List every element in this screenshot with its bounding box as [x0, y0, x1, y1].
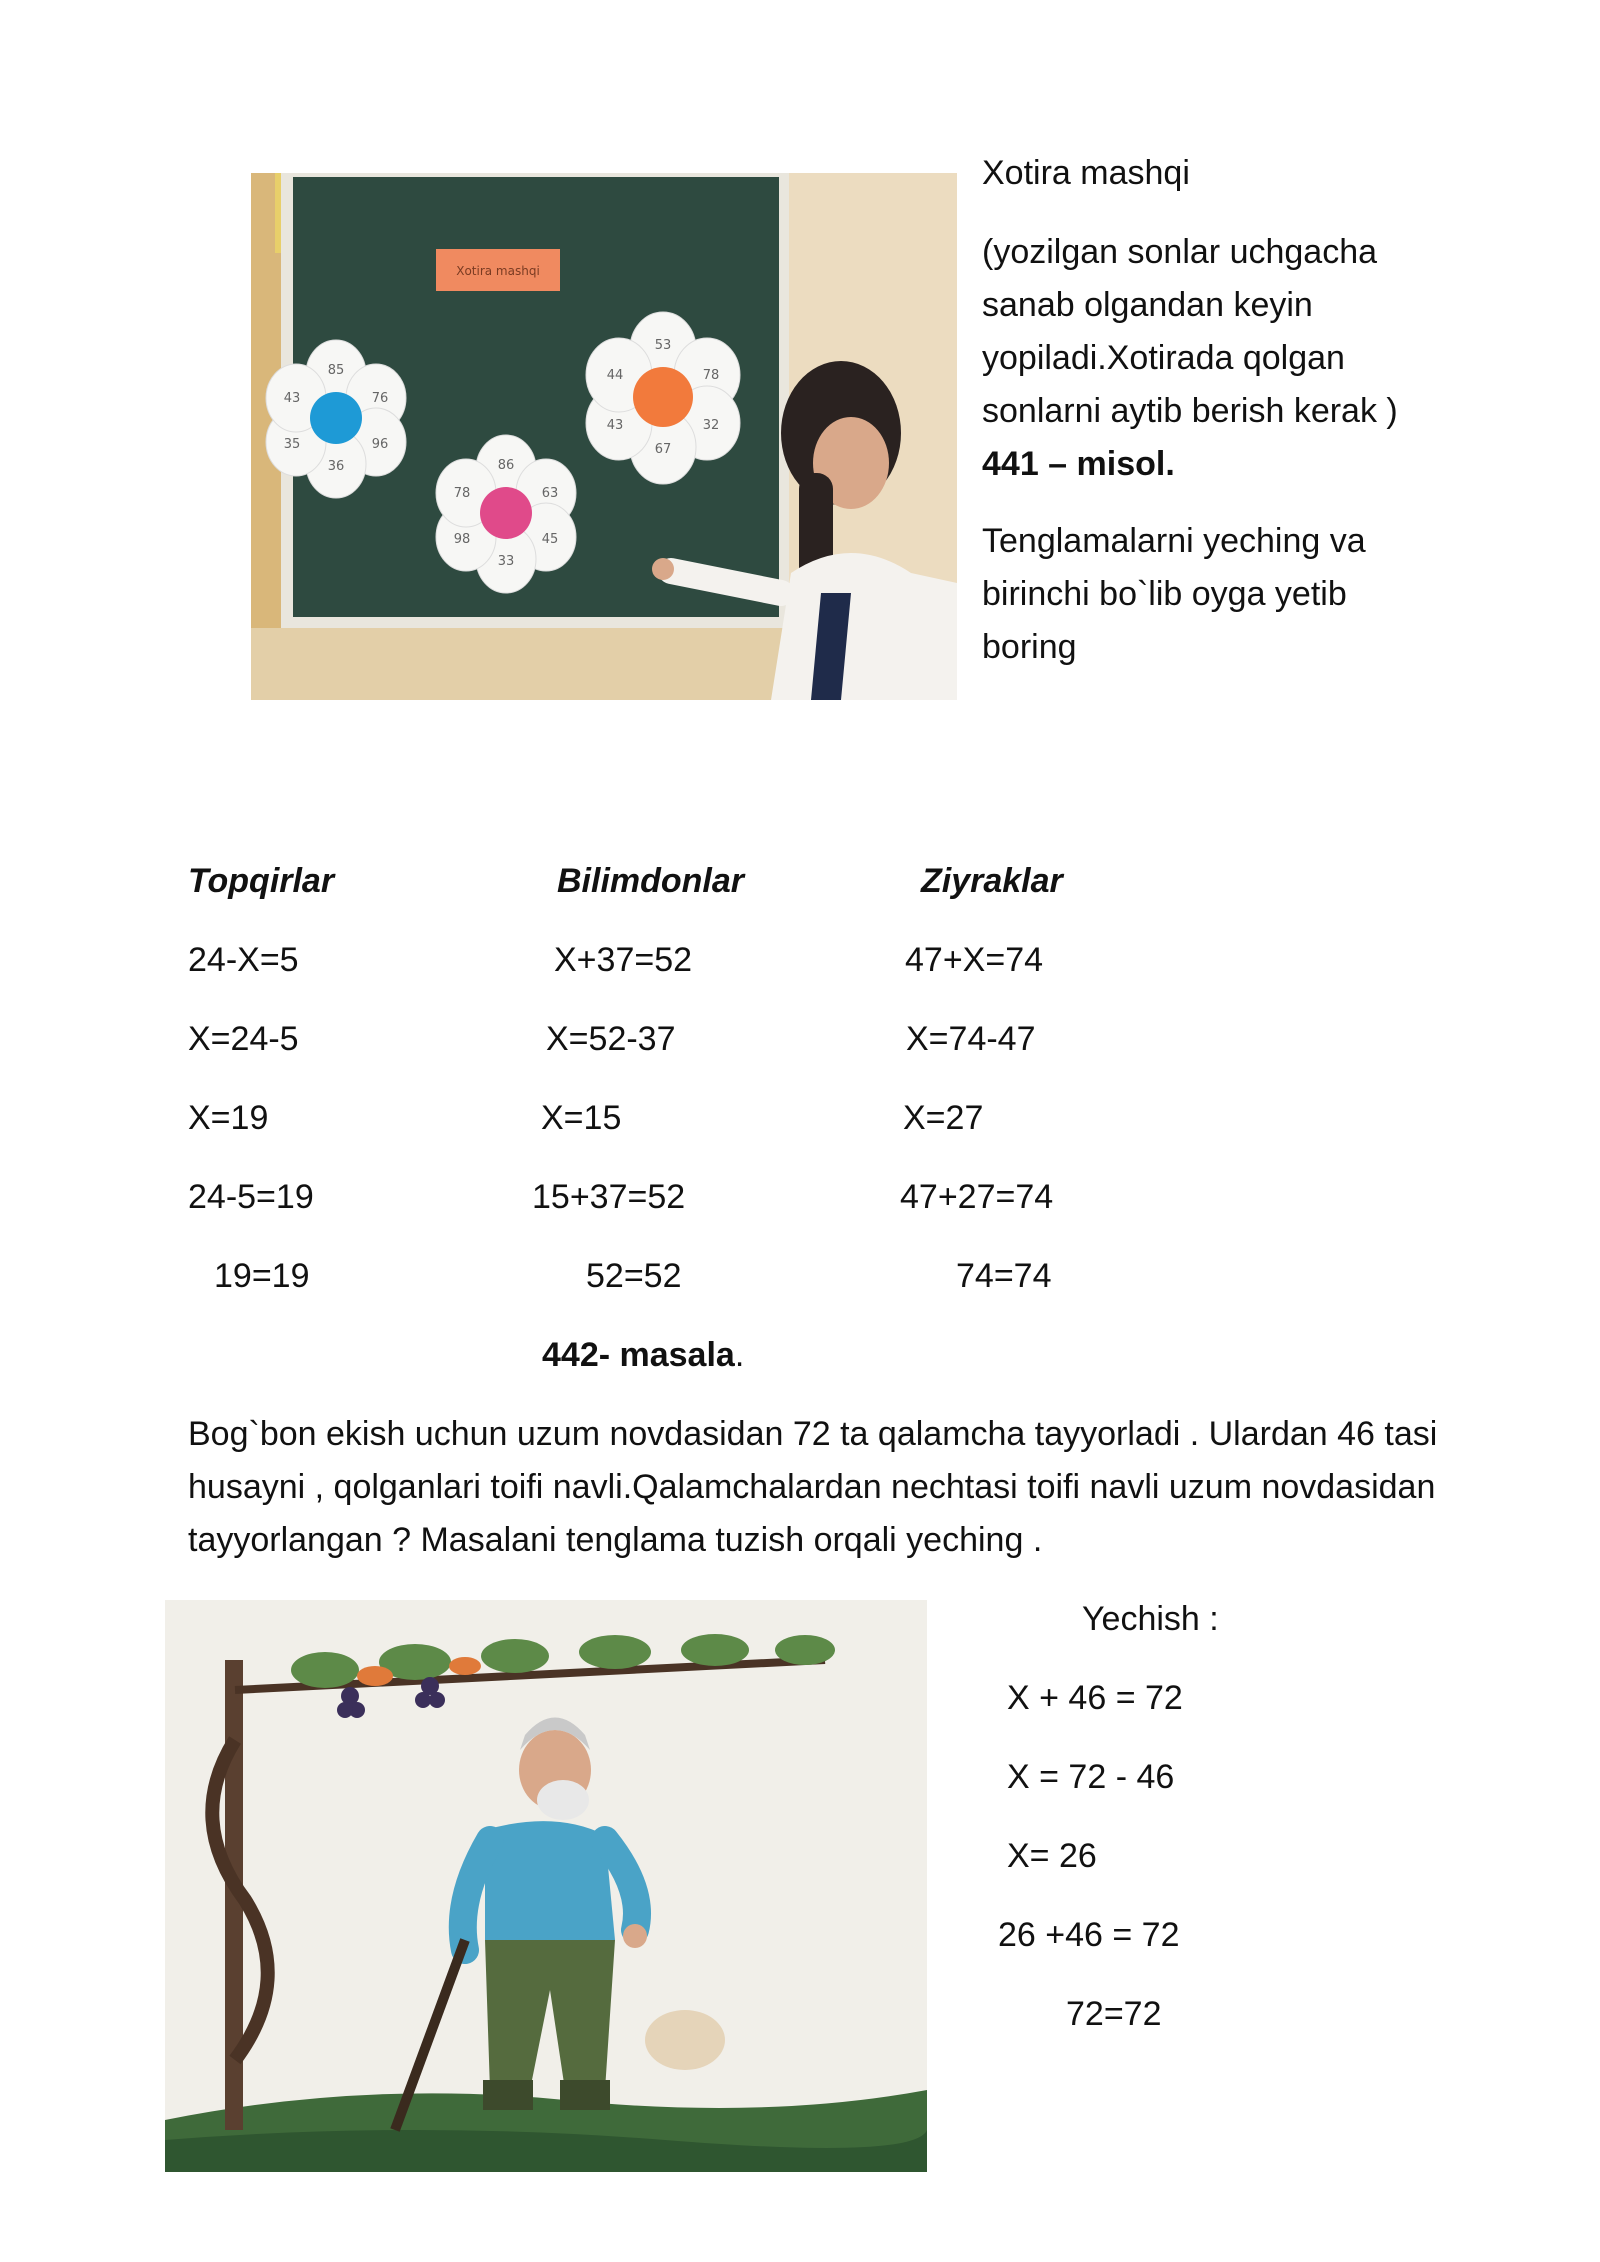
team-name-ziyraklar: Ziyraklar [921, 862, 1063, 900]
team-name-topqirlar: Topqirlar [188, 862, 335, 900]
gardener-drawing [165, 1600, 927, 2172]
svg-text:78: 78 [453, 486, 471, 501]
svg-text:98: 98 [453, 532, 471, 547]
svg-text:76: 76 [371, 391, 389, 406]
svg-text:63: 63 [541, 486, 559, 501]
equation-line: X=74-47 [906, 1020, 1036, 1058]
instruction [982, 515, 1366, 674]
svg-text:43: 43 [606, 418, 624, 433]
equation-line: 74=74 [956, 1257, 1052, 1295]
equation-line: 47+X=74 [905, 941, 1044, 979]
svg-text:32: 32 [702, 418, 720, 433]
exercise-description [982, 226, 1398, 491]
svg-text:36: 36 [327, 459, 345, 474]
gardener-illustration [165, 1600, 927, 2172]
instruction-line: boring [982, 628, 1077, 666]
equation-line: X=52-37 [546, 1020, 676, 1058]
solution-line: 26 +46 = 72 [998, 1916, 1180, 1954]
svg-text:53: 53 [654, 338, 672, 353]
equation-line: X=24-5 [188, 1020, 299, 1058]
masala-title: 442- masala [542, 1336, 735, 1374]
svg-text:96: 96 [371, 437, 389, 452]
exercise-title: Xotira mashqi [982, 154, 1190, 192]
equation-line: 15+37=52 [532, 1178, 686, 1216]
board-label: Xotira mashqi [456, 264, 540, 278]
problem-text: Bog`bon ekish uchun uzum novdasidan 72 ta qalamcha tayyorladi . Ulardan 46 tasi husayni , qolganlari toifi navli.Qalamchalardan nechtasi toifi navli uzum novdasidan tayyorlangan ? Masalani tenglama tuzish orqali yeching . [188, 1415, 1438, 1559]
classroom-photo [251, 173, 957, 700]
svg-text:67: 67 [654, 442, 672, 457]
misol-heading: 441 – misol. [982, 445, 1175, 483]
equation-line: 19=19 [214, 1257, 310, 1295]
svg-text:44: 44 [606, 368, 624, 383]
classroom-illustration [251, 173, 957, 700]
equation-line: 47+27=74 [900, 1178, 1054, 1216]
description-line: sanab olgandan keyin [982, 286, 1313, 324]
svg-text:86: 86 [497, 458, 515, 473]
equation-line: X+37=52 [554, 941, 693, 979]
description-line: (yozilgan sonlar uchgacha [982, 233, 1378, 271]
svg-text:85: 85 [327, 363, 345, 378]
svg-text:43: 43 [283, 391, 301, 406]
equation-line: X=19 [188, 1099, 269, 1137]
solution-line: X + 46 = 72 [1007, 1679, 1183, 1717]
equation-line: X=15 [541, 1099, 622, 1137]
solution-line: X= 26 [1007, 1837, 1097, 1875]
description-line: sonlarni aytib berish kerak ) [982, 392, 1398, 430]
svg-text:78: 78 [702, 368, 720, 383]
equation-line: 52=52 [586, 1257, 682, 1295]
solution-line: 72=72 [1066, 1995, 1162, 2033]
svg-text:35: 35 [283, 437, 301, 452]
svg-text:33: 33 [497, 554, 515, 569]
instruction-line: birinchi bo`lib oyga yetib [982, 575, 1347, 613]
description-line: yopiladi.Xotirada qolgan [982, 339, 1345, 377]
masala-heading [542, 1329, 744, 1382]
equation-line: 24-X=5 [188, 941, 299, 979]
equation-line: X=27 [903, 1099, 984, 1137]
svg-text:45: 45 [541, 532, 559, 547]
equation-line: 24-5=19 [188, 1178, 314, 1216]
masala-title-suffix: . [734, 1336, 745, 1374]
instruction-line: Tenglamalarni yeching va [982, 522, 1366, 560]
team-name-bilimdonlar: Bilimdonlar [557, 862, 745, 900]
solution-line: X = 72 - 46 [1007, 1758, 1175, 1796]
solution-title: Yechish : [1082, 1600, 1219, 1638]
